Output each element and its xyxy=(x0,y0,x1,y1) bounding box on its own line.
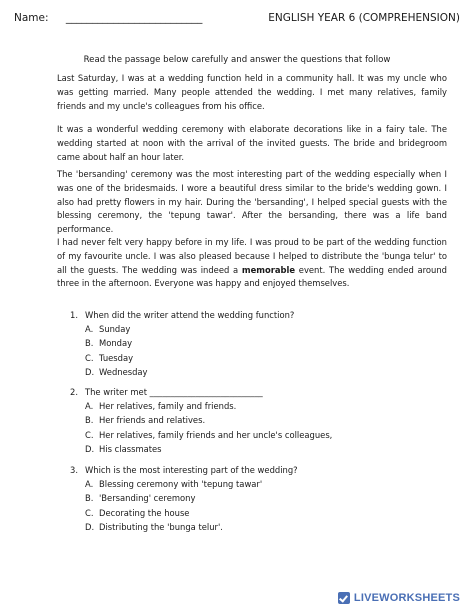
option-letter: D. xyxy=(85,443,95,454)
option-text: Blessing ceremony with 'tepung tawar' xyxy=(99,479,263,490)
answer-option[interactable] xyxy=(70,336,450,350)
answer-option[interactable] xyxy=(70,322,450,336)
bold-word: memorable xyxy=(241,264,296,275)
question-3 xyxy=(70,463,450,534)
option-text: Sunday xyxy=(99,324,131,335)
answer-option[interactable] xyxy=(70,351,450,365)
question-text: Which is the most interesting part of the wedding? xyxy=(85,465,298,475)
passage-paragraph-1: Last Saturday, I was at a wedding function held in a community hall. It was my uncle who was getting married. Many people attended the wedding. I met many relatives, family friends and my uncle's colleagues from his office. xyxy=(57,73,447,111)
check-icon xyxy=(338,592,350,604)
option-text: Tuesday xyxy=(99,352,134,363)
passage-paragraph-3: The 'bersanding' ceremony was the most interesting part of the wedding especially when I was one of the bridesmaids. I wore a beautiful dress similar to the bride's wedding gown. I also had pretty flowers in my hair. During the 'bersanding', I helped special guests with the blessing ceremony, the 'tepung tawar'. After the bersanding, there was a life band performance. xyxy=(57,169,447,235)
answer-option[interactable] xyxy=(70,477,450,491)
option-letter: D. xyxy=(85,521,95,532)
question-text: The writer met ___________________________ xyxy=(85,387,263,397)
option-letter: C. xyxy=(85,429,94,440)
question-1 xyxy=(70,308,450,379)
brand-name: LIVEWORKSHEETS xyxy=(353,592,460,604)
question-text: When did the writer attend the wedding function? xyxy=(85,310,295,320)
answer-option[interactable] xyxy=(70,442,450,456)
option-text: His classmates xyxy=(99,443,162,454)
question-2 xyxy=(70,385,450,456)
option-text: Her friends and relatives. xyxy=(99,415,206,426)
answer-option[interactable] xyxy=(70,413,450,427)
name-blank[interactable]: __________________________ xyxy=(65,12,203,24)
option-letter: B. xyxy=(85,338,94,349)
passage-paragraph-2: It was a wonderful wedding ceremony with elaborate decorations like in a fairy tale. The wedding started at noon with the arrival of the invited guests. The bride and bridegroom came about half an hour later. xyxy=(57,124,447,162)
option-text: Wednesday xyxy=(99,366,148,377)
worksheet-header xyxy=(14,12,460,28)
liveworksheets-logo[interactable] xyxy=(338,591,460,605)
option-letter: A. xyxy=(85,479,94,490)
worksheet-title: ENGLISH YEAR 6 (COMPREHENSION) xyxy=(268,12,460,24)
option-text: Decorating the house xyxy=(99,507,190,518)
question-number: 2. xyxy=(70,387,78,397)
option-text: 'Bersanding' ceremony xyxy=(99,493,196,504)
option-text: Her relatives, family friends and her uncle's colleagues, xyxy=(99,429,333,440)
passage-paragraph-4 xyxy=(57,236,447,291)
answer-option[interactable] xyxy=(70,491,450,505)
answer-option[interactable] xyxy=(70,428,450,442)
answer-option[interactable] xyxy=(70,506,450,520)
option-text: Monday xyxy=(99,338,133,349)
answer-option[interactable] xyxy=(70,520,450,534)
passage-text: I had never felt very happy before in my life. I was proud to be part of the wedding function of my favourite uncle. I was also pleased because I helped to distribute the 'bunga telur' to all the guests. The wedding was indeed a xyxy=(57,237,447,275)
option-text: Distributing the 'bunga telur'. xyxy=(99,521,223,532)
instruction-text: Read the passage below carefully and answer the questions that follow xyxy=(83,55,391,65)
option-letter: C. xyxy=(85,507,94,518)
option-text: Her relatives, family and friends. xyxy=(99,401,237,412)
answer-option[interactable] xyxy=(70,365,450,379)
option-letter: C. xyxy=(85,352,94,363)
option-letter: D. xyxy=(85,366,95,377)
question-number: 3. xyxy=(70,465,78,475)
option-letter: B. xyxy=(85,415,94,426)
name-label: Name: xyxy=(14,12,49,24)
option-letter: A. xyxy=(85,401,94,412)
answer-option[interactable] xyxy=(70,399,450,413)
passage-text: event. The wedding ended around three in the afternoon. Everyone was happy and enjoyed themselves. xyxy=(57,264,447,289)
name-row xyxy=(14,12,202,24)
option-letter: A. xyxy=(85,324,94,335)
option-letter: B. xyxy=(85,493,94,504)
question-number: 1. xyxy=(70,310,78,320)
